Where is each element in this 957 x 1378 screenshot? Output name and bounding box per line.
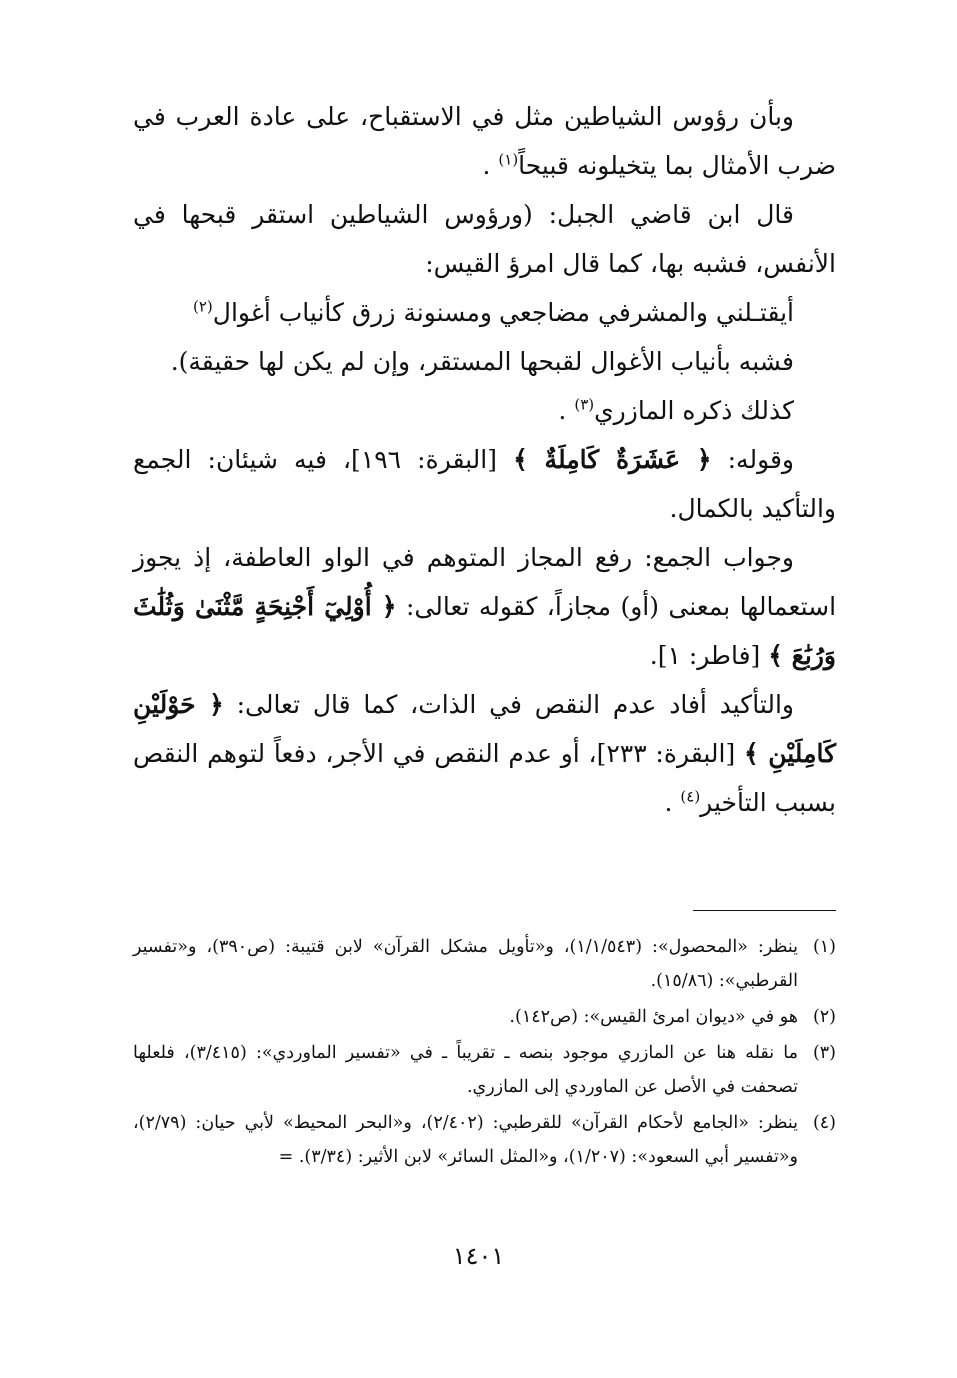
quran-quote: ﴿ أُوْلِيٓ أَجْنِحَةٍ مَّثْنَىٰ وَثُلَٰثَ وَرُبَٰعَ ﴾ bbox=[133, 592, 836, 670]
footnote bbox=[133, 1106, 836, 1174]
paragraph: فشبه بأنياب الأغوال لقبحها المستقر، وإن لم يكن لها حقيقة). bbox=[170, 347, 794, 376]
footnote-number: (٣) bbox=[812, 1043, 836, 1063]
footnote-separator bbox=[693, 910, 836, 911]
footnote-text: ينظر: «الجامع لأحكام القرآن» للقرطبي: (٢/٤٠٢)، و«البحر المحيط» لأبي حيان: (٢/٧٩)، و«تفسير أبي السعود»: (١/٢٠٧)، و«المثل السائر» لابن الأثير: (٣/٣٤). = bbox=[133, 1113, 798, 1167]
text-run: . bbox=[664, 788, 673, 817]
footnote-text: هو في «ديوان امرئ القيس»: (ص١٤٢). bbox=[509, 1007, 798, 1027]
footnote-ref: (٤) bbox=[680, 787, 701, 806]
poetry-verse bbox=[133, 288, 836, 337]
text-run: . bbox=[482, 151, 491, 180]
paragraph bbox=[133, 435, 836, 533]
paragraph: قال ابن قاضي الجبل: (ورؤوس الشياطين استقر قبحها في الأنفس، فشبه بها، كما قال امرؤ القيس: bbox=[133, 200, 836, 278]
footnotes bbox=[133, 930, 836, 1176]
verse-first-hemistich: أيقتـلني والمشرفي مضاجعي bbox=[499, 298, 794, 327]
footnote-number: (٤) bbox=[812, 1113, 836, 1133]
main-text bbox=[133, 92, 836, 827]
text-run: والتأكيد أفاد عدم النقص في الذات، كما قال تعالى: bbox=[236, 690, 795, 719]
footnote bbox=[133, 1036, 836, 1104]
text-run: ومسنونة زرق كأنياب أغوال bbox=[212, 298, 492, 327]
paragraph bbox=[133, 386, 836, 435]
text-run: . bbox=[558, 396, 567, 425]
footnote-ref: (٢) bbox=[193, 297, 213, 316]
page-number: ١٤٠١ bbox=[452, 1242, 505, 1270]
paragraph bbox=[133, 92, 836, 190]
text-run: كذلك ذكره المازري bbox=[594, 396, 794, 425]
text-run: وجواب الجمع: رفع المجاز المتوهم في الواو العاطفة، إذ يجوز استعمالها بمعنى (أو) مجازاً، كقوله تعالى: bbox=[133, 543, 837, 621]
text-run: وقوله: bbox=[727, 445, 795, 474]
footnote-ref: (٣) bbox=[574, 395, 595, 414]
footnote-number: (١) bbox=[812, 937, 836, 957]
text-run: [البقرة: ٢٣٣]، أو عدم النقص في الأجر، دفعاً لتوهم النقص بسبب التأخير bbox=[133, 739, 836, 817]
paragraph bbox=[133, 680, 836, 827]
footnote-text: ينظر: «المحصول»: (١/١/٥٤٣)، و«تأويل مشكل القرآن» لابن قتيبة: (ص٣٩٠)، و«تفسير القرطبي»: (١٥/٨٦). bbox=[133, 937, 798, 991]
verse-second-hemistich bbox=[193, 288, 492, 337]
paragraph bbox=[133, 533, 836, 680]
footnote bbox=[133, 930, 836, 998]
footnote-text: ما نقله هنا عن المازري موجود بنصه ـ تقريباً ـ في «تفسير الماوردي»: (٣/٤١٥)، فلعلها تصحفت في الأصل عن الماوردي إلى المازري. bbox=[133, 1043, 798, 1097]
quran-quote: ﴿ عَشَرَةٌ كَامِلَةٌ ﴾ bbox=[513, 445, 712, 474]
footnote bbox=[133, 1000, 836, 1034]
footnote-number: (٢) bbox=[812, 1007, 836, 1027]
text-run: [البقرة: ١٩٦]، فيه شيئان: الجمع والتأكيد بالكمال. bbox=[133, 445, 836, 523]
footnote-ref: (١) bbox=[498, 150, 519, 169]
text-run: [فاطر: ١]. bbox=[649, 641, 761, 670]
text-run: وبأن رؤوس الشياطين مثل في الاستقباح، على عادة العرب في ضرب الأمثال بما يتخيلونه قبيحاً bbox=[133, 102, 836, 180]
quran-quote: ﴿ حَوْلَيْنِ كَامِلَيْنِ ﴾ bbox=[133, 690, 836, 768]
